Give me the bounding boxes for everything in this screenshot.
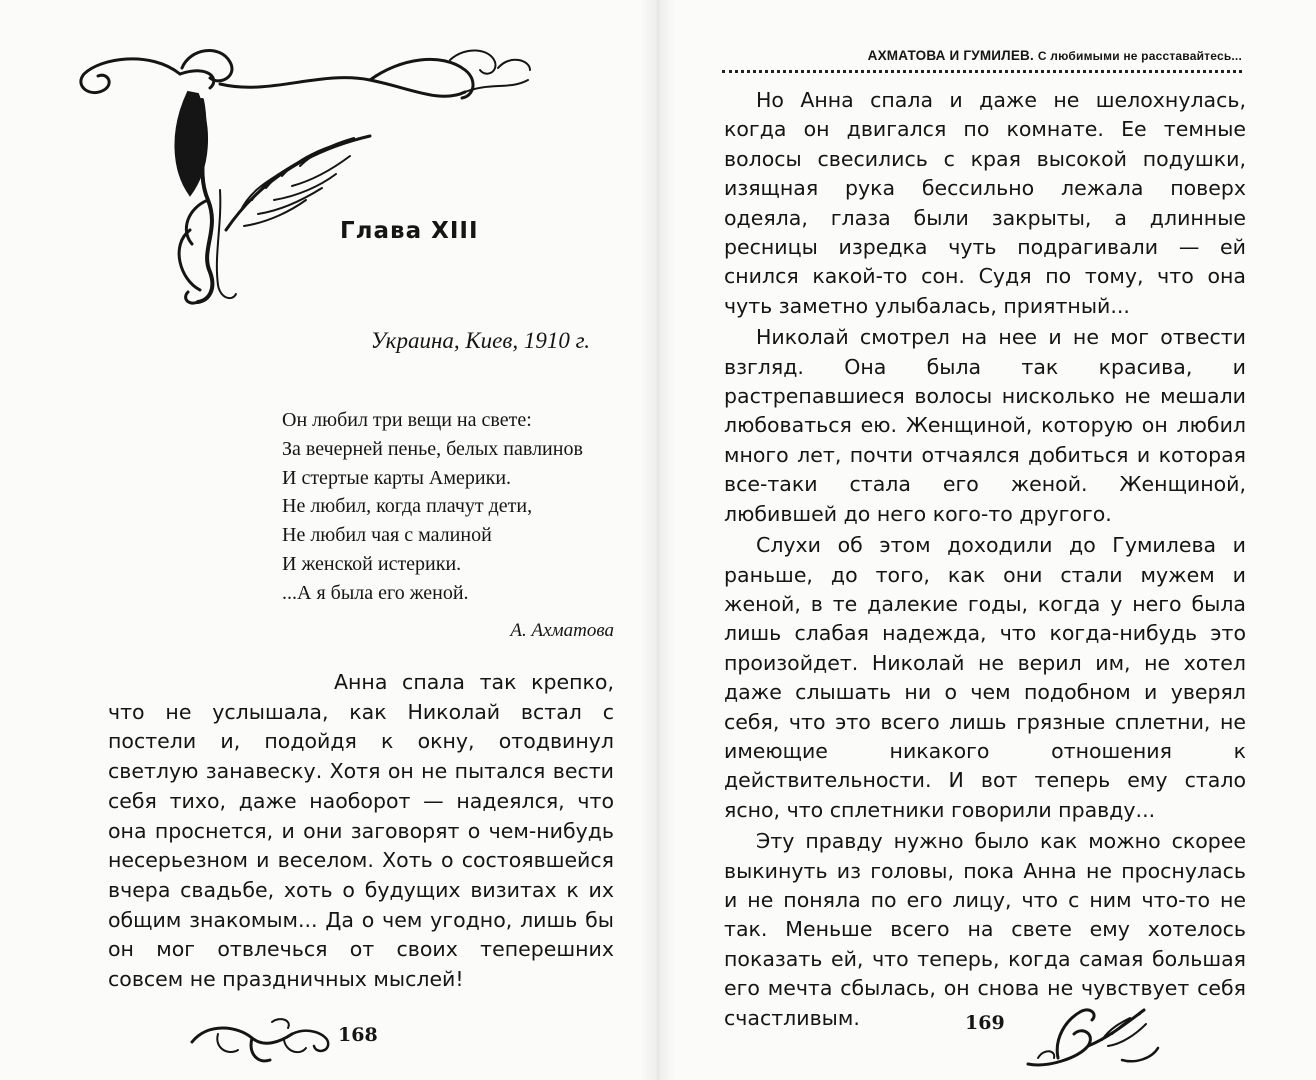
running-header-title: АХМАТОВА И ГУМИЛЕВ. [867, 48, 1034, 63]
book-gutter [640, 0, 676, 1080]
poem-line: За вечерней пенье, белых павлинов [282, 437, 583, 460]
running-header [722, 48, 1242, 63]
epigraph-poem [282, 406, 622, 608]
page-number: 169 [965, 1012, 1005, 1034]
chapter-ornament-icon [70, 40, 540, 320]
body-paragraph: Анна спала так крепко, что не услышала, как Николай встал с постели и, подойдя к окну, отодвинул светлую занавеску. Хотя он не пытался вести себя тихо, даже наоборот — надеялся, что она проснется, и они заговорят о чем-нибудь несерьезном и веселом. Хоть о состоявшейся вчера свадьбе, хоть о будущих визитах к их общим знакомым... Да о чем угодно, лишь бы он мог отвлечься от своих теперешних совсем не праздничных мыслей! [108, 670, 614, 992]
running-header-subtitle: С любимыми не расставайтесь... [1037, 49, 1242, 63]
poem-author: А. Ахматова [510, 620, 614, 641]
body-paragraph: Эту правду нужно было как можно скорее выкинуть из головы, пока Анна не проснулась и не поняла по его лицу, что с ним что-то не так. Меньше всего на свете ему хотелось показать ей, что теперь, когда самая большая его мечта сбылась, он снова не чувствует себя счастливым. [724, 829, 1246, 1030]
left-page-body [108, 668, 614, 995]
body-paragraph: Слухи об этом доходили до Гумилева и раньше, до того, как они стали мужем и женой, в те далекие годы, когда у него была лишь слабая надежда, что когда-нибудь это произойдет. Николай не верил им, не хотел даже слышать ни о чем подобном и уверял себя, что это всего лишь грязные сплетни, не имеющие никакого отношения к действительности. И вот теперь ему стало ясно, что сплетники говорили правду... [724, 533, 1246, 822]
body-paragraph: Николай смотрел на нее и не мог отвести взгляд. Она была так красива, и растрепавшиеся волосы нисколько не мешали любоваться ею. Женщиной, которую он любил много лет, почти отчаялся добиться и которая все-таки стала его женой. Женщиной, любившей до него кого-то другого. [724, 325, 1246, 526]
header-dotted-rule [722, 70, 1242, 73]
body-paragraph: Но Анна спала и даже не шелохнулась, когда он двигался по комнате. Ее темные волосы свесились с края высокой подушки, изящная рука бессильно лежала поверх одеяла, глаза были закрыты, а длинные ресницы изредка чуть подрагивали — ей снился какой-то сон. Судя по тому, что она чуть заметно улыбалась, приятный... [724, 88, 1246, 318]
place-date: Украина, Киев, 1910 г. [370, 328, 590, 353]
footer-ornament-icon [1018, 998, 1168, 1074]
poem-line: Он любил три вещи на свете: [282, 409, 532, 431]
poem-line: Не любил, когда плачут дети, [282, 495, 533, 518]
poem-line: ...А я была его женой. [282, 581, 469, 604]
poem-line: И стертые карты Америки. [282, 466, 512, 489]
poem-line: И женской истерики. [282, 552, 462, 575]
page-number: 168 [338, 1024, 378, 1046]
chapter-title: Глава XIII [340, 218, 479, 244]
poem-line: Не любил чая с малиной [282, 524, 492, 547]
footer-ornament-icon [188, 1012, 338, 1068]
right-page-body [724, 86, 1246, 1035]
